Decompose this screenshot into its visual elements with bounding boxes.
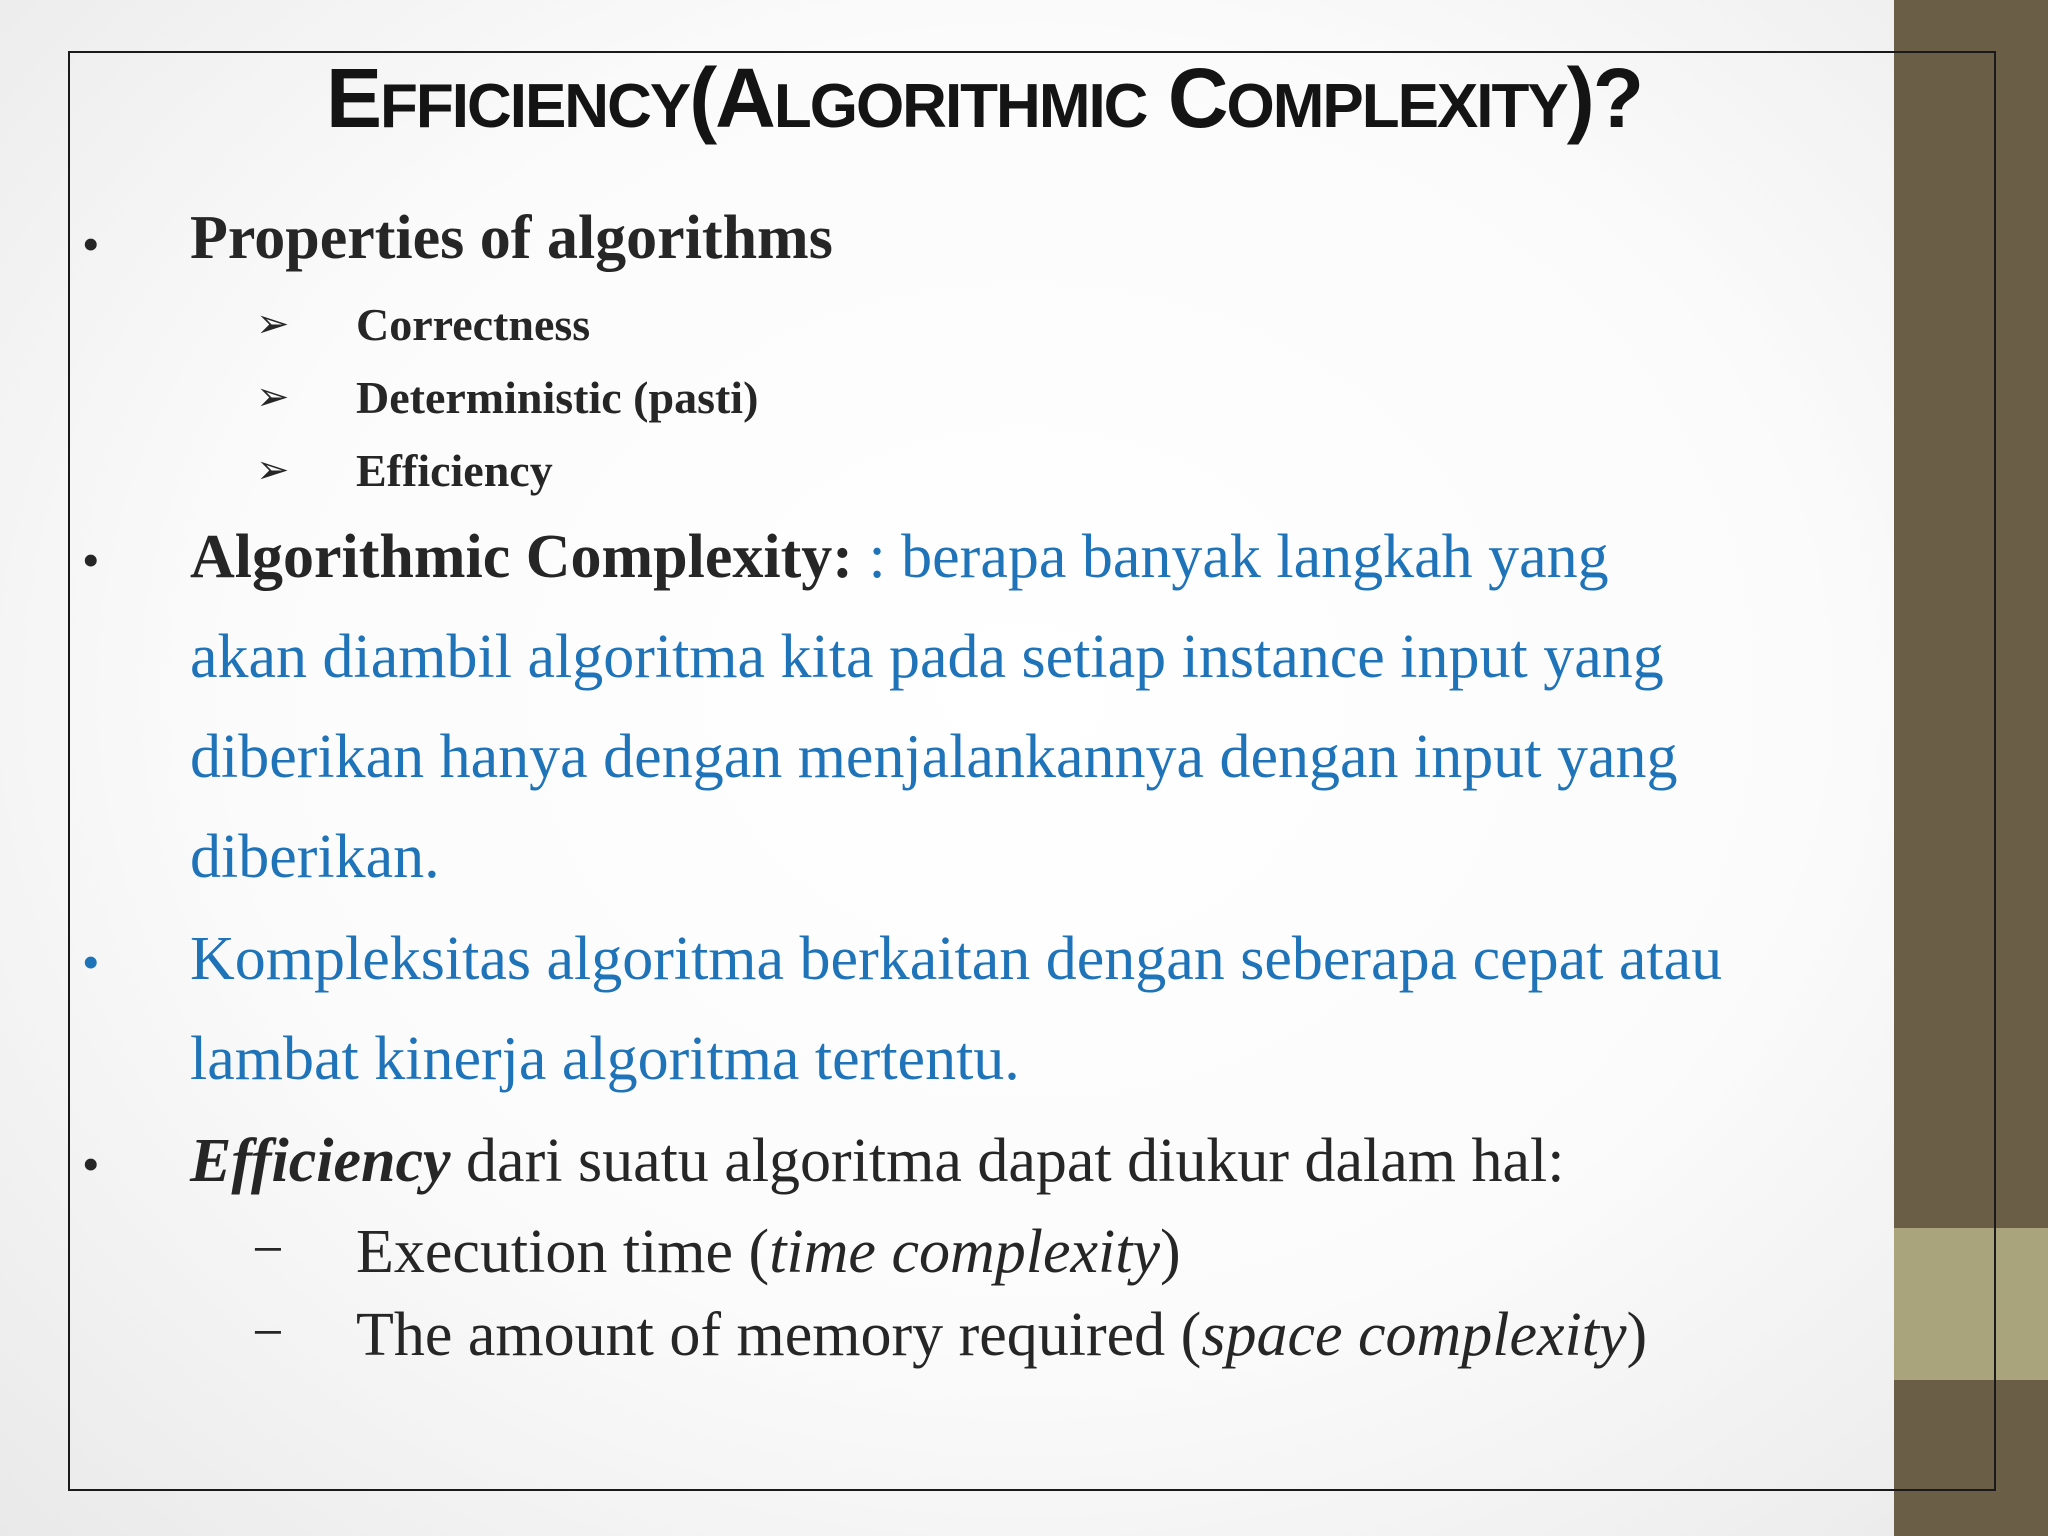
arrow-bullet-icon: ➢ (256, 374, 290, 419)
bullet-marker: • (82, 1136, 100, 1192)
efficiency-item: Execution time (time complexity) (356, 1218, 1181, 1286)
bullet-marker: • (82, 934, 100, 990)
complexity-line-3: diberikan hanya dengan menjalankannya dengan input yang (190, 723, 1678, 791)
slide-title: EFFICIENCY(ALGORITHMIC COMPLEXITY)? (325, 51, 1643, 145)
complexity-definition: : berapa banyak langkah yang (852, 523, 1609, 591)
efficiency-item: The amount of memory required (space complexity) (356, 1301, 1648, 1369)
efficiency-line (190, 1111, 1565, 1211)
kompleksitas-line-1: Kompleksitas algoritma berkaitan dengan seberapa cepat atau (190, 925, 1723, 993)
bullet-marker: • (82, 216, 100, 272)
arrow-bullet-icon: ➢ (256, 301, 290, 346)
property-item: Deterministic (pasti) (356, 372, 759, 423)
arrow-bullet-icon: ➢ (256, 447, 290, 492)
bullet-marker: • (82, 532, 100, 588)
dash-bullet-icon: − (252, 1219, 284, 1281)
properties-heading: Properties of algorithms (190, 204, 833, 272)
efficiency-term: Efficiency (190, 1127, 451, 1195)
property-item: Efficiency (356, 445, 553, 496)
efficiency-rest: dari suatu algoritma dapat diukur dalam hal: (450, 1127, 1565, 1195)
complexity-line-4: diberikan. (190, 823, 440, 891)
complexity-label: Algorithmic Complexity: (190, 523, 853, 591)
property-item: Correctness (356, 299, 591, 350)
kompleksitas-line-2: lambat kinerja algoritma tertentu. (190, 1025, 1020, 1093)
complexity-line-1 (190, 507, 1609, 607)
complexity-line-2: akan diambil algoritma kita pada setiap instance input yang (190, 623, 1664, 691)
dash-bullet-icon: − (252, 1302, 284, 1364)
